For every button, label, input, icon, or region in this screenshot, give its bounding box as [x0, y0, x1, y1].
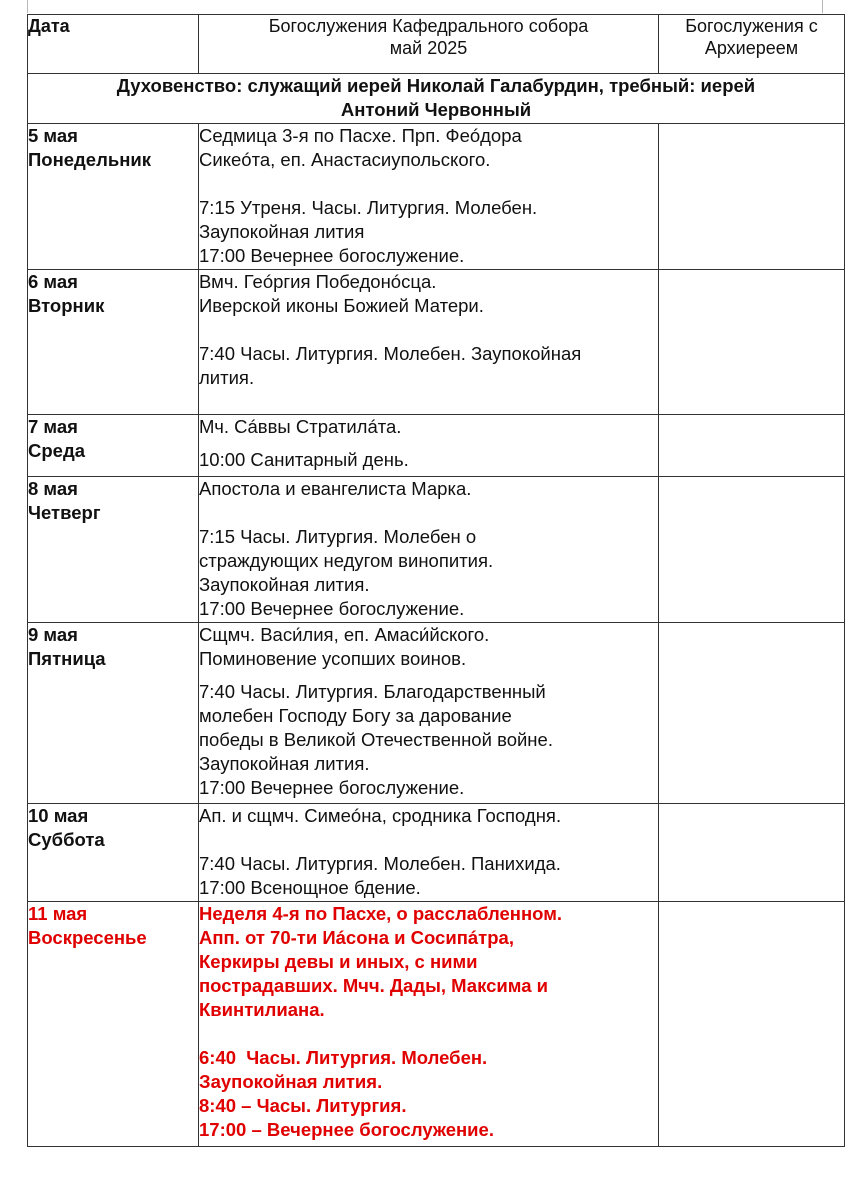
feast-line: Сикеóта, еп. Анастасиупольского. [199, 149, 491, 170]
service-line: 17:00 Вечернее богослужение. [199, 598, 465, 619]
bishop-cell [659, 804, 845, 902]
bishop-cell [659, 902, 845, 1147]
service-line: 17:00 – Вечернее богослужение. [199, 1119, 494, 1140]
day-row [28, 477, 845, 623]
schedule-table [27, 14, 845, 1147]
service-line: 17:00 Вечернее богослужение. [199, 245, 465, 266]
service-line: Заупокойная лития. [199, 1071, 383, 1092]
service-line: страждующих недугом винопития. [199, 550, 494, 571]
service-line: победы в Великой Отечественной войне. [199, 729, 553, 750]
date-cell [28, 477, 199, 623]
feast-line: Неделя 4-я по Пасхе, о расслабленном. [199, 903, 563, 924]
feast-line: Вмч. Геóргия Победонóсца. [199, 271, 437, 292]
day-date: 7 мая [28, 416, 78, 437]
service-line: Заупокойная лития. [199, 574, 370, 595]
header-row [28, 15, 845, 74]
clergy-line1: Духовенство: служащий иерей Николай Галабурдин, требный: иерей [116, 75, 756, 96]
clergy-row [28, 74, 845, 124]
bishop-header-line1: Богослужения с [685, 16, 818, 36]
bishop-cell [659, 415, 845, 477]
services-cell [199, 902, 659, 1147]
bishop-cell [659, 623, 845, 804]
feast-line: Седмица 3-я по Пасхе. Прп. Феóдора [199, 125, 522, 146]
date-cell [28, 623, 199, 804]
date-cell [28, 902, 199, 1147]
service-line: лития. [199, 367, 255, 388]
services-column-header [199, 15, 659, 74]
date-cell [28, 270, 199, 415]
services-cell [199, 477, 659, 623]
service-line: 7:15 Утреня. Часы. Литургия. Молебен. [199, 197, 538, 218]
services-header-line1: Богослужения Кафедрального собора [268, 16, 589, 36]
day-weekday: Пятница [28, 648, 106, 669]
services-header-line2: май 2025 [389, 38, 468, 58]
feast-line: пострадавших. Мчч. Дады, Максима и [199, 975, 548, 996]
date-column-header: Дата [28, 15, 199, 74]
services-cell [199, 124, 659, 270]
day-weekday: Вторник [28, 295, 105, 316]
day-date: 10 мая [28, 805, 89, 826]
services-cell [199, 270, 659, 415]
feast-line: Квинтилиана. [199, 999, 325, 1020]
bishop-cell [659, 270, 845, 415]
service-line: 17:00 Вечернее богослужение. [199, 777, 465, 798]
service-line: 7:40 Часы. Литургия. Молебен. Панихида. [199, 853, 561, 874]
feast-line: Апостола и евангелиста Марка. [199, 478, 472, 499]
day-weekday: Четверг [28, 502, 101, 523]
day-row-sunday [28, 902, 845, 1147]
bishop-cell [659, 477, 845, 623]
service-line: 6:40 Часы. Литургия. Молебен. [199, 1047, 488, 1068]
day-weekday: Среда [28, 440, 85, 461]
day-date: 8 мая [28, 478, 78, 499]
service-line: 7:40 Часы. Литургия. Благодарственный [199, 681, 546, 702]
day-row [28, 804, 845, 902]
feast-line: Апп. от 70-ти Иáсона и Сосипáтра, [199, 927, 514, 948]
bishop-cell [659, 124, 845, 270]
bishop-column-header [659, 15, 845, 74]
day-row [28, 415, 845, 477]
service-line: Заупокойная лития [199, 221, 365, 242]
clergy-cell [28, 74, 845, 124]
date-cell [28, 415, 199, 477]
feast-line: Ап. и сщмч. Симеóна, сродника Господня. [199, 805, 562, 826]
day-date: 6 мая [28, 271, 78, 292]
service-line: 17:00 Всенощное бдение. [199, 877, 421, 898]
feast-line: Сщмч. Васи́лия, еп. Амаси́йского. [199, 624, 490, 645]
feast-line: Керкиры девы и иных, с ними [199, 951, 478, 972]
date-cell [28, 124, 199, 270]
day-weekday: Суббота [28, 829, 105, 850]
service-line: Заупокойная лития. [199, 753, 370, 774]
service-line: 10:00 Санитарный день. [199, 449, 409, 470]
bishop-header-line2: Архиереем [704, 38, 799, 58]
service-line: молебен Господу Богу за дарование [199, 705, 512, 726]
day-weekday: Понедельник [28, 149, 152, 170]
feast-line: Иверской иконы Божией Матери. [199, 295, 484, 316]
services-cell [199, 415, 659, 477]
feast-line: Поминовение усопших воинов. [199, 648, 467, 669]
service-line: 8:40 – Часы. Литургия. [199, 1095, 407, 1116]
page-corner-mark-right [822, 0, 823, 13]
date-cell [28, 804, 199, 902]
day-row [28, 270, 845, 415]
day-weekday: Воскресенье [28, 927, 147, 948]
service-line: 7:40 Часы. Литургия. Молебен. Заупокойная [199, 343, 582, 364]
day-date: 5 мая [28, 125, 78, 146]
day-date: 11 мая [28, 903, 88, 924]
services-cell [199, 804, 659, 902]
feast-line: Мч. Сáввы Стратилáта. [199, 416, 402, 437]
page-corner-mark-left [27, 0, 28, 13]
day-date: 9 мая [28, 624, 78, 645]
clergy-line2: Антоний Червонный [340, 99, 532, 120]
day-row [28, 623, 845, 804]
services-cell [199, 623, 659, 804]
day-row [28, 124, 845, 270]
service-line: 7:15 Часы. Литургия. Молебен о [199, 526, 477, 547]
